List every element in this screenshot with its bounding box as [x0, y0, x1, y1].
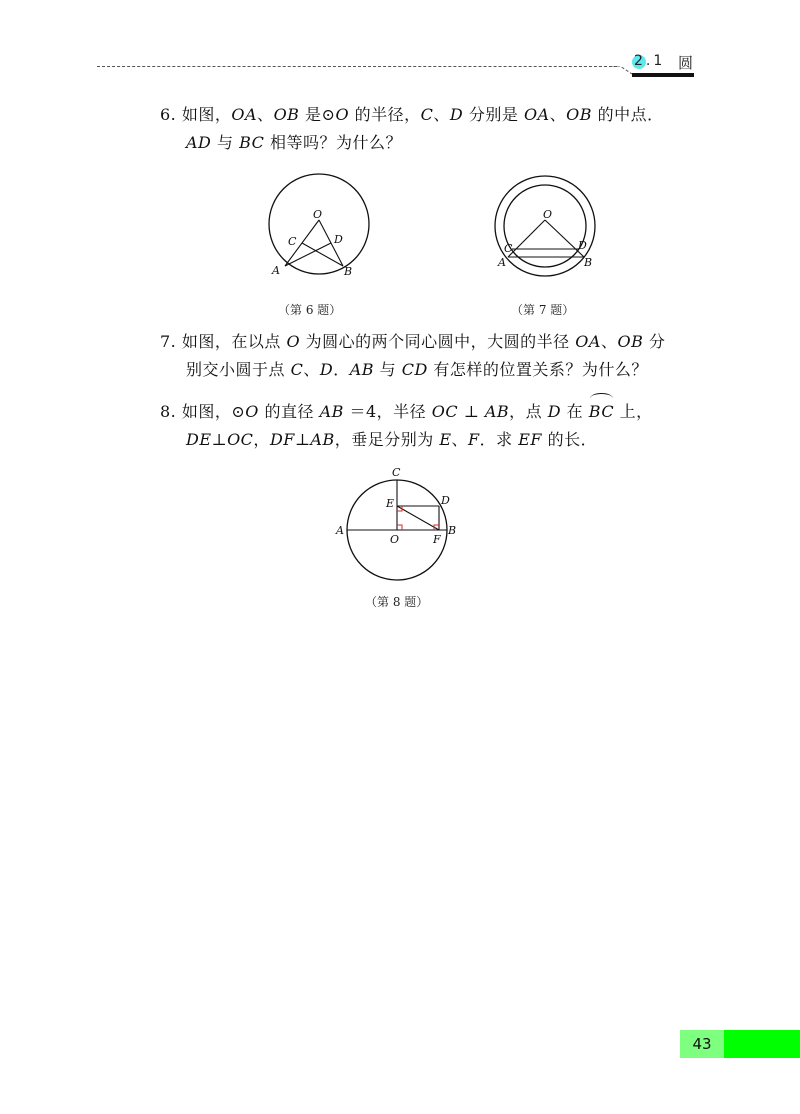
- problem-number: 6.: [160, 105, 177, 124]
- header-dashed-rule: [97, 66, 617, 67]
- label-B: B: [448, 524, 457, 537]
- label-O: O: [313, 208, 323, 221]
- math-variable: DF: [269, 430, 295, 449]
- circle-large: [495, 176, 595, 276]
- label-O: O: [543, 208, 553, 221]
- label-D: D: [441, 494, 450, 507]
- figure-6-caption: （第 6 题）: [278, 303, 342, 317]
- figure-8-caption: （第 8 题）: [365, 595, 429, 609]
- math-variable: D: [319, 360, 334, 379]
- segment-EF: [397, 506, 439, 530]
- problem-8-line-1: [160, 398, 705, 426]
- figure-7-caption: （第 7 题）: [511, 303, 575, 317]
- problem-8-line-2: [160, 426, 705, 454]
- math-variable: BC: [239, 133, 265, 152]
- math-arc: BC: [589, 398, 614, 426]
- math-variable: F: [468, 430, 480, 449]
- problem-number: 8.: [160, 402, 177, 421]
- math-variable: OB: [617, 332, 644, 351]
- math-variable: OC: [431, 402, 459, 421]
- math-variable: EF: [518, 430, 543, 449]
- math-variable: D: [547, 402, 562, 421]
- math-variable: AB: [484, 402, 510, 421]
- header-rule-bend: [612, 66, 634, 76]
- math-variable: OC: [227, 430, 254, 449]
- math-variable: OA: [523, 105, 550, 124]
- math-variable: D: [449, 105, 464, 124]
- label-F: F: [433, 533, 441, 546]
- problem-text: 别交小圆于点 C、D．AB 与 CD 有怎样的位置关系？为什么？: [186, 360, 648, 379]
- math-variable: O: [335, 105, 350, 124]
- problem-6: [160, 101, 705, 157]
- label-B: B: [584, 256, 593, 269]
- label-A: A: [336, 524, 344, 537]
- math-variable: O: [245, 402, 259, 421]
- label-C: C: [504, 242, 513, 255]
- math-variable: AB: [349, 360, 375, 379]
- label-O: O: [390, 533, 400, 546]
- problem-text: AD 与 BC 相等吗？为什么？: [186, 133, 402, 152]
- math-variable: CD: [401, 360, 428, 379]
- math-variable: OB: [566, 105, 592, 124]
- label-C: C: [288, 235, 297, 248]
- problem-7: [160, 328, 705, 384]
- problem-text: 如图，OA、OB 是⊙O 的半径，C、D 分别是 OA、OB 的中点．: [181, 105, 664, 124]
- math-variable: E: [439, 430, 452, 449]
- problem-text: 如图，在以点 O 为圆心的两个同心圆中，大圆的半径 OA、OB 分: [181, 332, 666, 351]
- label-E: E: [386, 497, 395, 510]
- math-variable: OA: [575, 332, 601, 351]
- segment-OA: [508, 220, 545, 257]
- right-angle-mark-O: [397, 525, 402, 530]
- problem-text: 如图，⊙O 的直径 AB ＝4，半径 OC ⊥ AB，点 D 在 BC 上，: [182, 402, 653, 421]
- circle-small: [504, 185, 586, 267]
- problem-6-line-1: [160, 101, 705, 129]
- math-variable: OA: [231, 105, 258, 124]
- figure-6-diagram: [255, 173, 385, 283]
- label-A: A: [498, 256, 506, 269]
- circle-O: [269, 174, 369, 274]
- math-variable: OB: [273, 105, 300, 124]
- problem-8: [160, 398, 705, 454]
- problem-text: DE⊥OC，DF⊥AB，垂足分别为 E、F．求 EF 的长．: [186, 430, 598, 449]
- page-number: 43: [680, 1030, 724, 1058]
- label-B: B: [344, 265, 353, 278]
- section-title: 圆: [678, 54, 694, 72]
- label-D: D: [334, 233, 343, 246]
- label-D: D: [578, 239, 587, 252]
- math-variable: AB: [310, 430, 335, 449]
- section-number: 2.1: [634, 53, 666, 69]
- figure-7-diagram: [488, 173, 618, 283]
- math-variable: O: [286, 332, 301, 351]
- problem-number: 7.: [160, 332, 177, 351]
- math-variable: C: [290, 360, 304, 379]
- problem-7-line-2: [160, 356, 705, 384]
- problem-7-line-1: [160, 328, 705, 356]
- math-variable: DE: [186, 430, 212, 449]
- math-variable: AB: [319, 402, 344, 421]
- math-variable: AD: [186, 133, 212, 152]
- math-variable: C: [420, 105, 434, 124]
- label-C: C: [392, 466, 401, 479]
- figure-8-diagram: [330, 463, 465, 585]
- header-solid-rule: [632, 73, 694, 77]
- problem-6-line-2: [160, 129, 705, 157]
- label-A: A: [272, 264, 280, 277]
